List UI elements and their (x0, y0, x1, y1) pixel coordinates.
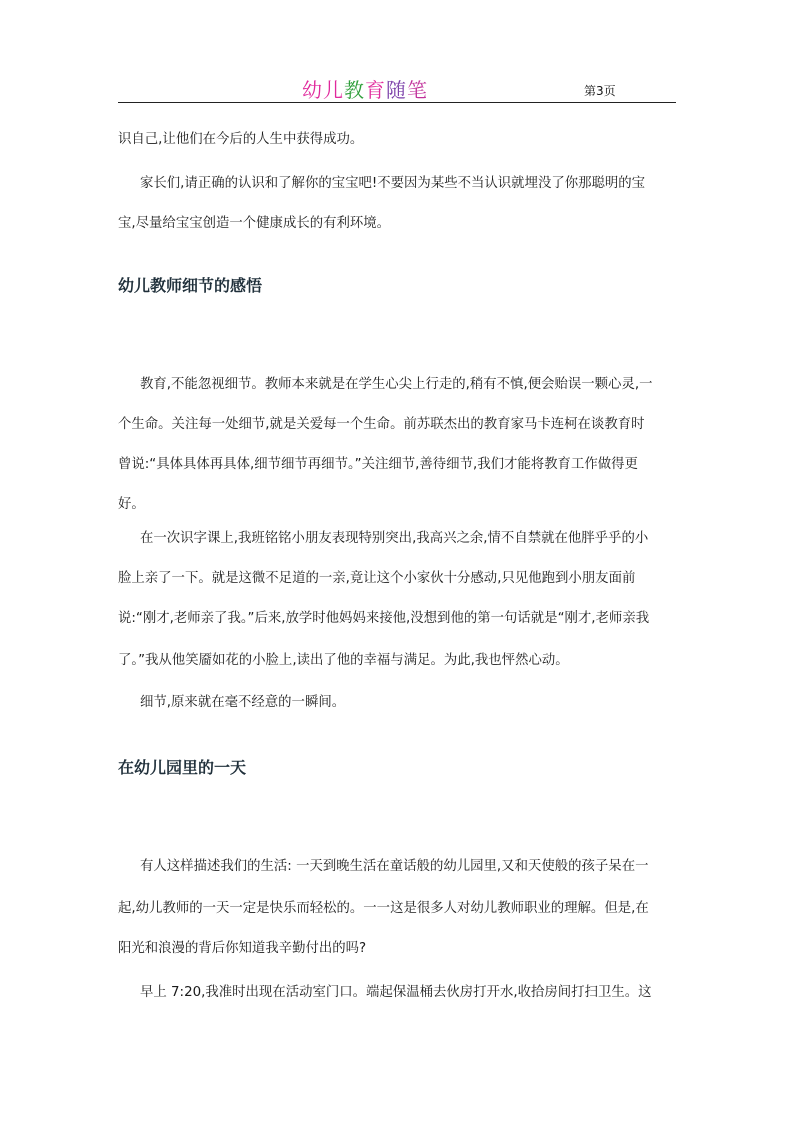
paragraph-line: 家长们,请正确的认识和了解你的宝宝吧!不要因为某些不当认识就埋没了你那聪明的宝 (140, 176, 646, 191)
paragraph-line: 在一次识字课上,我班铭铭小朋友表现特别突出,我高兴之余,情不自禁就在他胖乎乎的小 (140, 531, 649, 546)
page-number: 第3页 (584, 84, 616, 98)
paragraph-line: 曾说:“具体具体再具体,细节细节再细节。”关注细节,善待细节,我们才能将教育工作做得更 (118, 457, 638, 472)
paragraph-line: 了。”我从他笑靥如花的小脸上,读出了他的幸福与满足。为此,我也怦然心动。 (118, 653, 569, 668)
header-title-char: 笔 (407, 78, 428, 102)
paragraph-line: 有人这样描述我们的生活: 一天到晚生活在童话般的幼儿园里,又和天使般的孩子呆在一 (140, 859, 649, 874)
header-title-char: 儿 (323, 78, 344, 102)
paragraph-line: 个生命。关注每一处细节,就是关爱每一个生命。前苏联杰出的教育家马卡连柯在谈教育时 (118, 417, 645, 432)
paragraph-line: 识自己,让他们在今后的人生中获得成功。 (118, 132, 364, 147)
paragraph-line: 宝,尽量给宝宝创造一个健康成长的有利环境。 (118, 216, 391, 231)
section-heading: 幼儿教师细节的感悟 (118, 276, 263, 295)
paragraph-line: 早上 7:20,我准时出现在活动室门口。端起保温桶去伙房打开水,收拾房间打扫卫生。这 (140, 985, 652, 1000)
paragraph-line: 起,幼儿教师的一天一定是快乐而轻松的。一一这是很多人对幼儿教师职业的理解。但是,在 (118, 901, 649, 916)
header-title-char: 教 (344, 78, 365, 102)
header-title (302, 74, 428, 103)
section-heading: 在幼儿园里的一天 (118, 758, 247, 777)
header-title-char: 随 (386, 78, 407, 102)
paragraph-line: 阳光和浪漫的背后你知道我辛勤付出的吗? (118, 941, 367, 956)
header-title-char: 幼 (302, 78, 323, 102)
paragraph-line: 教育,不能忽视细节。教师本来就是在学生心尖上行走的,稍有不慎,便会贻误一颗心灵,一 (140, 377, 653, 392)
paragraph-line: 脸上亲了一下。就是这微不足道的一亲,竟让这个小家伙十分感动,只见他跑到小朋友面前 (118, 571, 636, 586)
header-title-char: 育 (365, 78, 386, 102)
paragraph-line: 好。 (118, 497, 145, 512)
page-header (118, 72, 676, 103)
paragraph-line: 说:“刚才,老师亲了我。”后来,放学时他妈妈来接他,没想到他的第一句话就是“刚才,老师亲我 (118, 611, 650, 626)
paragraph-line: 细节,原来就在毫不经意的一瞬间。 (140, 695, 346, 710)
